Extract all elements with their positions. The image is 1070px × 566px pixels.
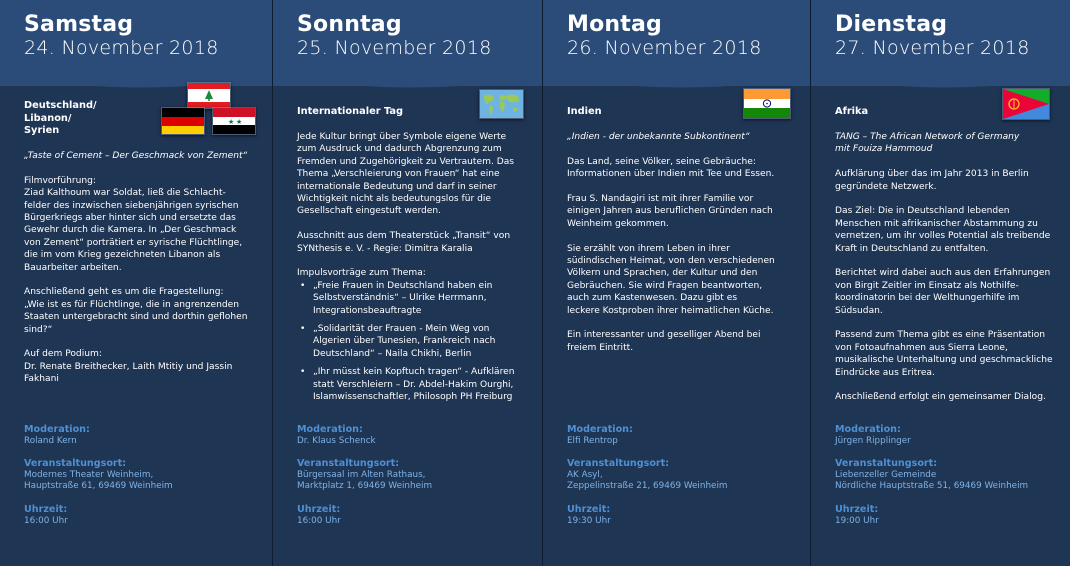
list-item: • „Freie Frauen in Deutschland haben ein Selbstverständnis“ – Ulrike Herrmann, Integrationsbeauftragte xyxy=(297,280,533,317)
day-title: Montag xyxy=(567,12,662,37)
event-topic: Afrika xyxy=(835,106,869,117)
column-montag xyxy=(542,0,810,566)
event-paragraph: Sie erzählt von ihrem Leben in ihrer südindischen Heimat, von den verschiedenen Völkern und Sprachen, der Kultur und den Gebräuchen. Sie wird Fragen beantworten, auch zum Kastenwesen. Dazu gibt es leckere Kostproben ihrer heimatlichen Küche. xyxy=(567,243,775,316)
time-value: 19:00 Uhr xyxy=(835,515,879,526)
event-body xyxy=(835,100,1063,404)
header-wave xyxy=(543,56,810,90)
moderation-value: Dr. Klaus Schenck xyxy=(297,436,376,446)
header-wave xyxy=(0,56,272,90)
event-paragraph: Auf dem Podium: Dr. Renate Breithecker, Laith Mtitiy und Jassin Fakhani xyxy=(24,349,233,385)
time-label: Uhrzeit: xyxy=(835,503,879,515)
event-body xyxy=(297,100,533,409)
day-title: Dienstag xyxy=(835,12,948,37)
event-topic: Indien xyxy=(567,106,602,117)
event-meta xyxy=(835,424,1028,538)
time-label: Uhrzeit: xyxy=(567,503,611,515)
time-value: 16:00 Uhr xyxy=(297,515,341,526)
venue-value: Modernes Theater Weinheim, Hauptstraße 61, 69469 Weinheim xyxy=(24,470,173,492)
day-header xyxy=(543,0,810,86)
svg-text:★: ★ xyxy=(228,118,235,126)
event-paragraph: Ausschnitt aus dem Theaterstück „Transit“ von SYNthesis e. V. - Regie: Dimitra Karalia xyxy=(297,231,511,254)
event-paragraph: Anschließend geht es um die Fragestellung: „Wie ist es für Flüchtlinge, die in angrenzenden Staaten untergebracht sind und dorthin geflohen sind?“ xyxy=(24,287,248,335)
svg-text:★: ★ xyxy=(236,118,243,126)
venue-value: Liebenzeller Gemeinde Nördliche Hauptstraße 51, 69469 Weinheim xyxy=(835,470,1029,492)
event-paragraph: Ein interessanter und geselliger Abend bei freiem Eintritt. xyxy=(567,330,761,353)
moderation-value: Elfi Rentrop xyxy=(567,436,618,446)
event-paragraph: Das Land, seine Völker, seine Gebräuche: Informationen über Indien mit Tee und Essen. xyxy=(567,156,775,180)
list-item: • „Solidarität der Frauen - Mein Weg von Algerien über Tunesien, Frankreich nach Deutschland“ – Naila Chikhi, Berlin xyxy=(297,323,533,360)
venue-label: Veranstaltungsort: xyxy=(835,458,938,470)
event-meta xyxy=(567,424,727,538)
event-meta xyxy=(24,424,173,538)
venue-label: Veranstaltungsort: xyxy=(297,458,400,470)
day-header xyxy=(811,0,1070,86)
venue-label: Veranstaltungsort: xyxy=(567,458,670,470)
event-paragraph: Das Ziel: Die in Deutschland lebenden Menschen mit afrikanischer Abstammung zu vernetzen, um ihr volles Potential als treibende Kraft in Deutschland zu entfalten. xyxy=(835,206,1051,254)
venue-label: Veranstaltungsort: xyxy=(24,458,127,470)
event-body xyxy=(567,100,803,354)
day-title: Sonntag xyxy=(297,12,402,37)
moderation-label: Moderation: xyxy=(297,424,363,435)
day-date: 24. November 2018 xyxy=(24,37,219,59)
column-dienstag xyxy=(810,0,1070,566)
day-header xyxy=(273,0,542,86)
moderation-label: Moderation: xyxy=(24,424,90,435)
list-item: • „Ihr müsst kein Kopftuch tragen“ - Aufklären statt Verschleiern – Dr. Abdel-Hakim Ourghi, Islamwissenschaftler, Philosoph PH Freiburg xyxy=(297,366,533,403)
event-paragraph: Aufklärung über das im Jahr 2013 in Berlin gegründete Netzwerk. xyxy=(835,169,1029,192)
event-paragraph: Anschließend erfolgt ein gemeinsamer Dialog. xyxy=(835,392,1046,403)
day-date: 25. November 2018 xyxy=(297,37,492,59)
moderation-label: Moderation: xyxy=(567,424,633,435)
event-topic: Internationaler Tag xyxy=(297,106,404,117)
event-subtitle: „Taste of Cement – Der Geschmack von Zement“ xyxy=(24,150,248,161)
time-value: 19:30 Uhr xyxy=(567,515,611,526)
time-label: Uhrzeit: xyxy=(297,503,341,515)
event-subtitle: „Indien - der unbekannte Subkontinent“ xyxy=(567,131,750,142)
time-value: 16:00 Uhr xyxy=(24,515,68,526)
event-paragraph: Filmvorführung: Ziad Kalthoum war Soldat, ließ die Schlacht- felder des inzwischen siebenjährigen syrischen Bürgerkriegs aber hinter sich und ersetzte das Gewehr durch die Kamera. In „Der Geschmack von Zement“ porträtiert er syrische Flüchtlinge, die im vom Krieg gezeichneten Libanon als Bauarbeiter arbeiten. xyxy=(24,175,243,273)
event-body xyxy=(24,100,264,386)
header-wave xyxy=(811,56,1070,90)
event-paragraph: Frau S. Nandagiri ist mit ihrer Familie vor einigen Jahren aus beruflichen Gründen nach Weinheim gekommen. xyxy=(567,193,773,229)
column-sonntag xyxy=(272,0,542,566)
moderation-value: Roland Kern xyxy=(24,436,77,446)
event-subtitle: TANG – The African Network of Germany mit Fouiza Hammoud xyxy=(835,131,1020,155)
event-paragraph: Jede Kultur bringt über Symbole eigene Werte zum Ausdruck und dadurch Abgrenzung zum Fremden und Zugehörigkeit zu Vertrautem. Das Thema „Verschleierung von Frauen“ hat eine internationale Bedeutung und darf in seiner Wichtigkeit nicht als bedeutungslos für die Gesellschaft eingestuft werden. xyxy=(297,131,515,217)
day-date: 27. November 2018 xyxy=(835,37,1030,59)
day-header xyxy=(0,0,272,86)
event-meta xyxy=(297,424,432,538)
moderation-value: Jürgen Ripplinger xyxy=(835,436,911,446)
event-paragraph: Passend zum Thema gibt es eine Präsentation von Fotoaufnahmen aus Sierra Leone, musikalische Unterhaltung und geschmackliche Eindrücke aus Eritrea. xyxy=(835,330,1053,378)
talks-list xyxy=(297,280,533,404)
day-title: Samstag xyxy=(24,12,134,37)
event-topic: Deutschland/ Libanon/ Syrien xyxy=(24,100,97,136)
venue-value: Bürgersaal im Alten Rathaus, Marktplatz 1, 69469 Weinheim xyxy=(297,470,433,492)
time-label: Uhrzeit: xyxy=(24,503,68,515)
venue-value: AK Asyl, Zeppelinstraße 21, 69469 Weinheim xyxy=(567,470,728,492)
event-paragraph: Impulsvorträge zum Thema: xyxy=(297,268,426,279)
column-samstag xyxy=(0,0,272,566)
moderation-label: Moderation: xyxy=(835,424,901,435)
day-date: 26. November 2018 xyxy=(567,37,762,59)
header-wave xyxy=(273,56,542,90)
event-paragraph: Berichtet wird dabei auch aus den Erfahrungen von Birgit Zeitler im Einsatz als Nothilfe- koordinatorin bei der Welthungerhilfe im Südsudan. xyxy=(835,268,1051,316)
